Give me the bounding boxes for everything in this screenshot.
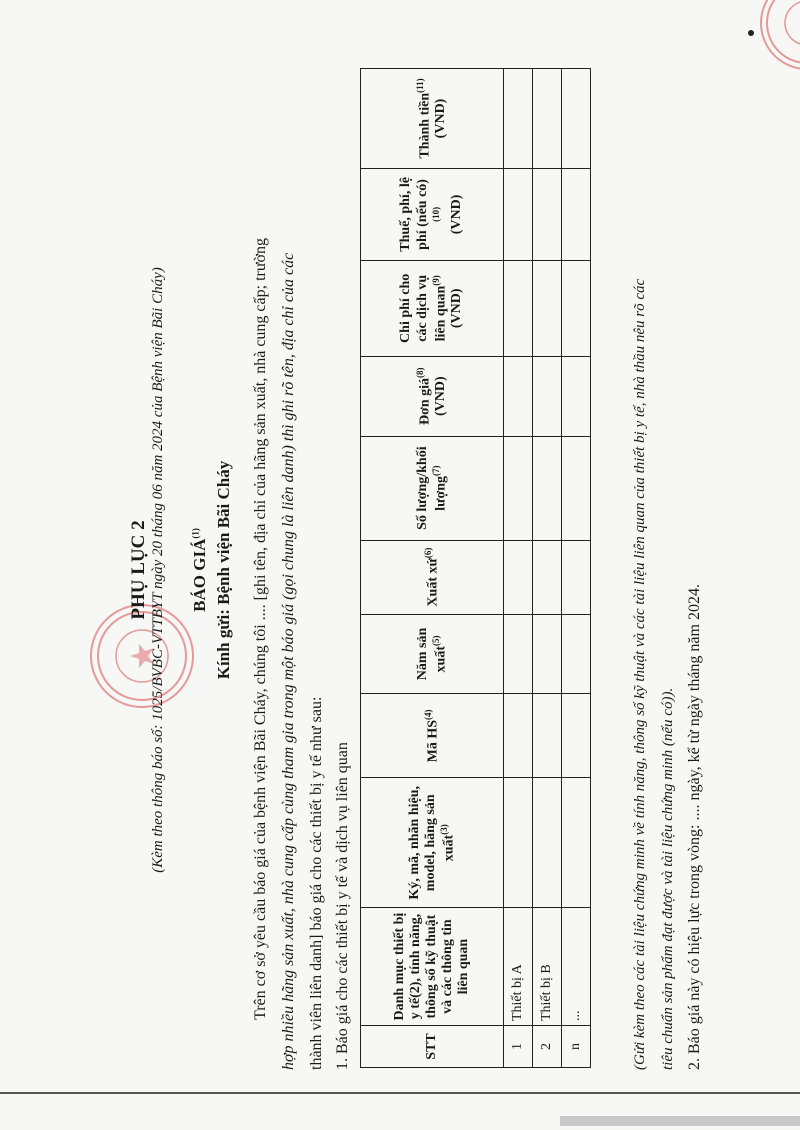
- cell-empty: [504, 356, 533, 436]
- attachment-note-line-1: (Gửi kèm theo các tài liệu chứng minh về tính năng, thông số kỹ thuật và các tài liệu liên quan của thiết bị y tế, nhà thầu nêu rõ các: [632, 278, 648, 1070]
- col-header: [361, 356, 504, 436]
- col-header-text: Mã HS: [425, 719, 441, 763]
- col-header: [361, 168, 504, 260]
- col-header: [361, 908, 504, 1026]
- attachment-note-line-2: tiêu chuẩn sản phẩm đạt được và tài liệu chứng minh (nếu có)).: [660, 687, 676, 1070]
- scan-edge-shadow: [560, 1116, 800, 1126]
- col-header-sup: (3): [438, 824, 449, 835]
- cell-empty: [562, 168, 591, 260]
- col-header: [361, 778, 504, 908]
- col-header-text: Đơn giá: [417, 377, 433, 425]
- col-header-text: STT: [423, 1033, 439, 1060]
- cell-empty: [533, 694, 562, 778]
- page-title: PHỤ LỤC 2: [128, 520, 149, 620]
- col-header-text: Thành tiền: [417, 92, 433, 159]
- cell-empty: [562, 69, 591, 169]
- corner-seal-stamp: [760, 0, 800, 70]
- cell-empty: [504, 540, 533, 614]
- col-header-unit: (VND): [433, 98, 449, 139]
- table-header-row: [361, 69, 504, 1068]
- col-header-sup: (5): [430, 635, 441, 647]
- col-header-text: Xuất xứ: [425, 558, 441, 607]
- table-row: [533, 69, 562, 1068]
- cell-device-name: Thiết bị A: [504, 908, 533, 1026]
- col-header-text: Số lượng/khối lượng: [414, 446, 449, 530]
- quote-title-sup: (1): [190, 528, 201, 539]
- col-header: [361, 436, 504, 540]
- cell-empty: [562, 356, 591, 436]
- intro-line-1: Trên cơ sở yêu cầu báo giá của bệnh viện Bãi Cháy, chúng tôi .... [ghi tên, địa chỉ của hãng sản xuất, nhà cung cấp; trường: [252, 238, 269, 1020]
- cell-empty: [504, 778, 533, 908]
- col-header-text: Chi phí cho các dịch vụ liên quan: [398, 273, 449, 343]
- intro-line-2: hợp nhiều hãng sản xuất, nhà cung cấp cùng tham gia trong một báo giá (gọi chung là liên danh) thì ghi rõ tên, địa chỉ của các: [280, 252, 297, 1070]
- cell-empty: [562, 778, 591, 908]
- col-header-text: Thuế, phí, lệ phí (nếu có): [398, 177, 430, 252]
- col-header: [361, 1026, 504, 1068]
- col-header: [361, 694, 504, 778]
- intro-line-3: thành viên liên danh] báo giá cho các thiết bị y tế như sau:: [308, 696, 325, 1070]
- cell-empty: [504, 436, 533, 540]
- cell-empty: [533, 260, 562, 356]
- col-header-text: Danh mục thiết bị y tế(2), tính năng, thông số kỹ thuật và các thông tin liên quan: [391, 912, 472, 1021]
- quotation-table: [360, 68, 591, 1068]
- cell-empty: [562, 540, 591, 614]
- col-header-sup: (8): [414, 367, 425, 378]
- cell-empty: [533, 614, 562, 694]
- col-header-sup: (10): [430, 206, 441, 222]
- reference-note: (Kèm theo thông báo số: 1025/BVBC-VTTBYT ngày 20 tháng 06 năm 2024 của Bệnh viện Bãi Cháy): [150, 267, 166, 873]
- col-header: [361, 260, 504, 356]
- col-header: [361, 614, 504, 694]
- col-header-sup: (4): [422, 709, 433, 720]
- cell-empty: [533, 540, 562, 614]
- cell-empty: [504, 69, 533, 169]
- cell-device-name: ...: [562, 908, 591, 1026]
- col-header-sup: (6): [422, 547, 433, 559]
- section-2-validity: 2. Báo giá này có hiệu lực trong vòng: .... ngày, kể từ ngày tháng năm 2024.: [686, 584, 703, 1070]
- cell-empty: [504, 168, 533, 260]
- table-row: [504, 69, 533, 1068]
- cell-empty: [533, 436, 562, 540]
- quote-title-text: BÁO GIÁ: [190, 538, 209, 612]
- cell-empty: [533, 168, 562, 260]
- col-header-sup: (7): [430, 465, 441, 476]
- col-header-unit: (VND): [449, 194, 465, 235]
- col-header-text: Năm sản xuất: [414, 627, 449, 681]
- addressee: Kính gửi: Bệnh viện Bãi Cháy: [214, 460, 233, 680]
- col-header-sup: (9): [430, 275, 441, 286]
- cell-empty: [504, 260, 533, 356]
- cell-empty: [562, 614, 591, 694]
- col-header-sup: (11): [414, 78, 425, 93]
- cell-empty: [533, 69, 562, 169]
- cell-stt: 2: [533, 1026, 562, 1068]
- section-1-heading: 1. Báo giá cho các thiết bị y tế và dịch vụ liên quan: [334, 742, 351, 1070]
- quote-title: [190, 40, 210, 1100]
- cell-empty: [533, 778, 562, 908]
- cell-stt: 1: [504, 1026, 533, 1068]
- cell-empty: [562, 260, 591, 356]
- cell-device-name: Thiết bị B: [533, 908, 562, 1026]
- cell-empty: [562, 436, 591, 540]
- rotated-document-page: [40, 40, 760, 1100]
- cell-stt: n: [562, 1026, 591, 1068]
- col-header-unit: (VND): [449, 288, 465, 329]
- cell-empty: [533, 356, 562, 436]
- cell-empty: [504, 694, 533, 778]
- cell-empty: [504, 614, 533, 694]
- cell-empty: [562, 694, 591, 778]
- scan-speck: [748, 30, 754, 36]
- col-header-text: Ký, mã, nhãn hiệu, model, hãng sản xuất: [406, 785, 457, 900]
- col-header: [361, 69, 504, 169]
- table-row: [562, 69, 591, 1068]
- col-header: [361, 540, 504, 614]
- col-header-unit: (VND): [433, 376, 449, 417]
